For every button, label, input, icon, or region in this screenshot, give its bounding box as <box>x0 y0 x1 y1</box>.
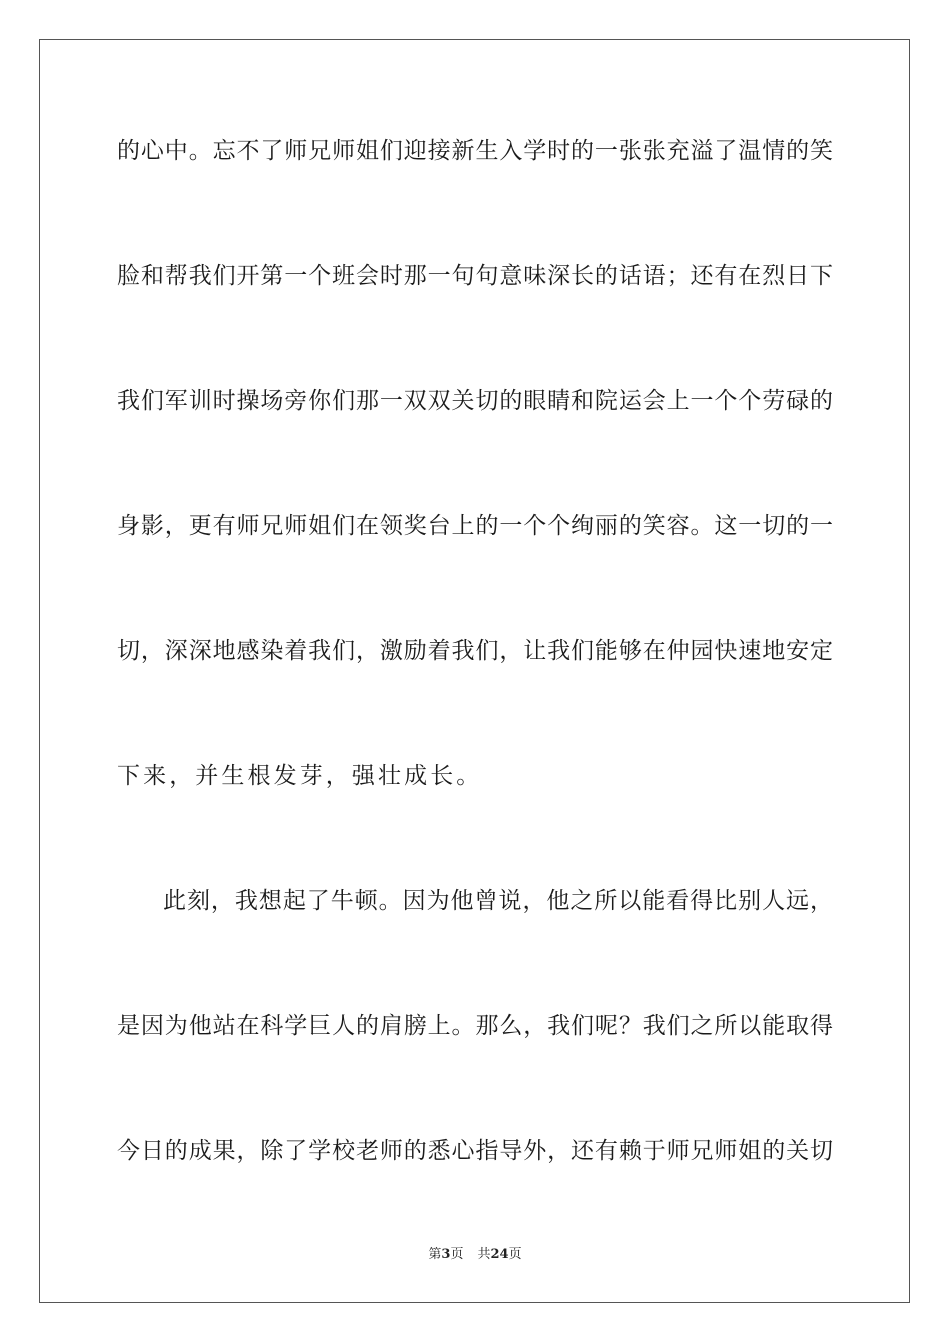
text-line: 是因为他站在科学巨人的肩膀上。那么，我们呢？我们之所以能取得 <box>117 1013 833 1039</box>
page-label-suffix: 页 <box>450 1247 464 1262</box>
text-line: 脸和帮我们开第一个班会时那一句句意味深长的话语；还有在烈日下 <box>117 263 833 289</box>
total-label-prefix: 共 <box>477 1247 491 1262</box>
text-line: 今日的成果，除了学校老师的悉心指导外，还有赖于师兄师姐的关切 <box>117 1138 833 1164</box>
total-pages: 24 <box>490 1247 509 1262</box>
text-line: 的心中。忘不了师兄师姐们迎接新生入学时的一张张充溢了温情的笑 <box>117 138 833 164</box>
text-line: 身影，更有师兄师姐们在领奖台上的一个个绚丽的笑容。这一切的一 <box>117 513 833 539</box>
page-border <box>39 39 910 1303</box>
text-line-paragraph-start: 此刻，我想起了牛顿。因为他曾说，他之所以能看得比别人远， <box>163 888 833 914</box>
text-line: 我们军训时操场旁你们那一双双关切的眼睛和院运会上一个个劳碌的 <box>117 388 833 414</box>
page-label-prefix: 第 <box>428 1247 442 1262</box>
page-footer <box>0 1246 950 1264</box>
text-line: 切，深深地感染着我们，激励着我们，让我们能够在仲园快速地安定 <box>117 638 833 664</box>
page-number: 3 <box>441 1247 451 1262</box>
total-label-suffix: 页 <box>508 1247 522 1262</box>
text-line-paragraph-end: 下来，并生根发芽，强壮成长。 <box>117 763 483 789</box>
